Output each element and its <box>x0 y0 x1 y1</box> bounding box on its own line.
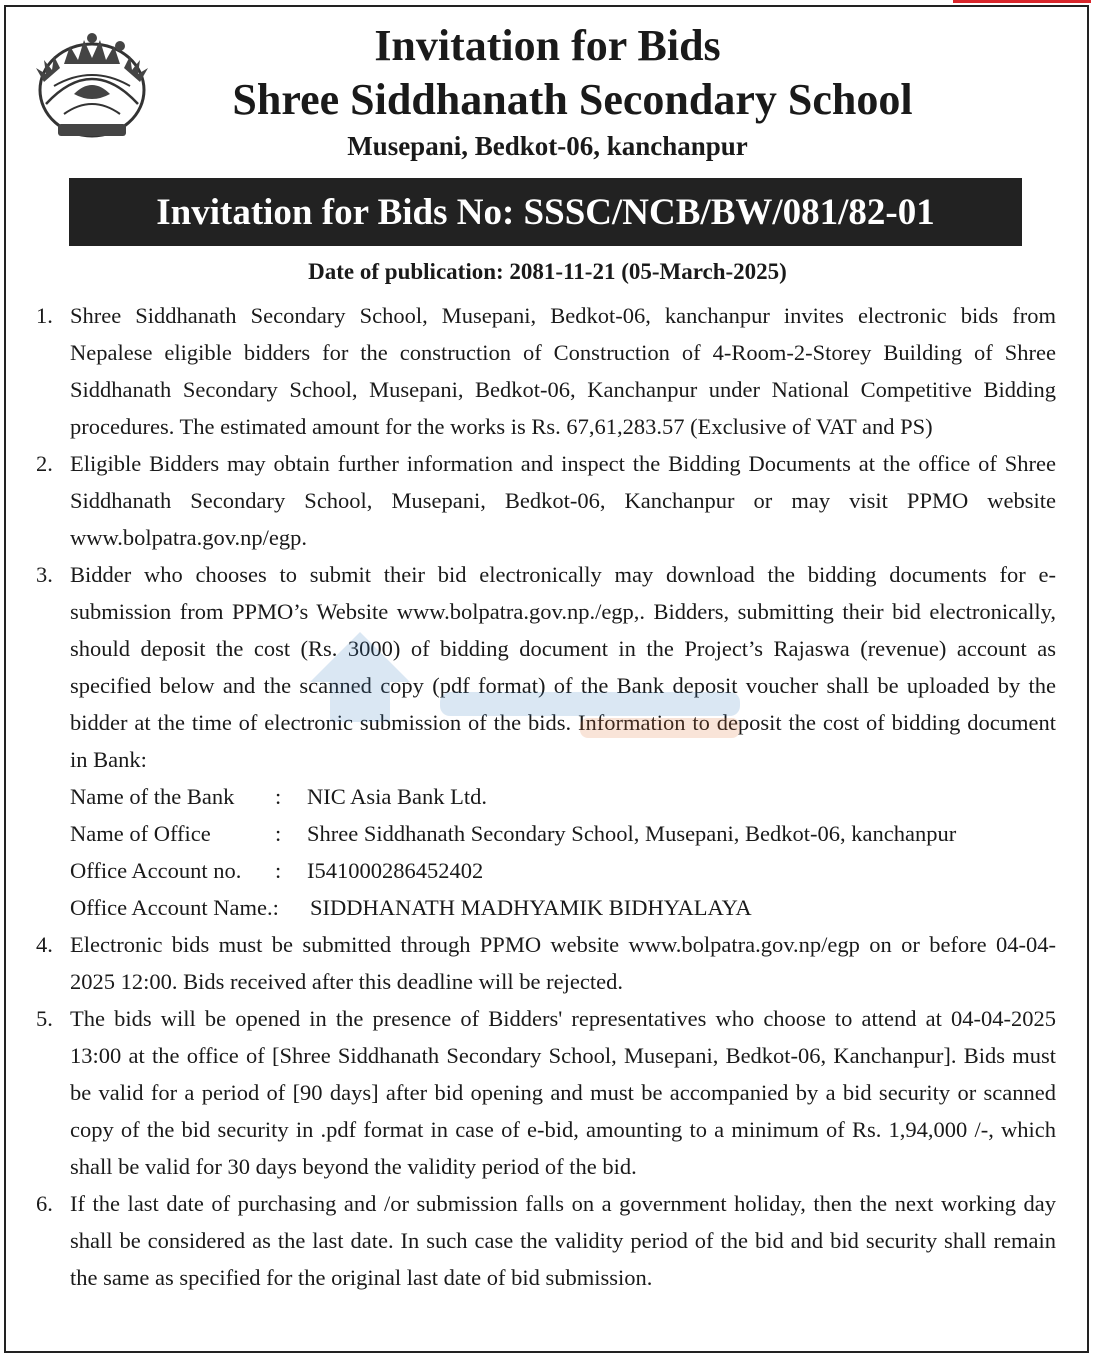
clause-number: 5. <box>36 1006 53 1031</box>
account-name-label: Office Account Name.: <box>70 895 279 920</box>
colon: : <box>275 821 282 846</box>
clause-text: If the last date of purchasing and /or submission falls on a government holiday, then the next working day shall be considered as the last date. In such case the validity period of the bid and bid security shall remain the same as specified for the original last date of bid submission. <box>70 1191 1056 1290</box>
account-name-row <box>70 889 1056 926</box>
bank-label: Name of the Bank <box>70 784 235 809</box>
clause-item <box>30 556 1056 926</box>
clause-text: The bids will be opened in the presence of Bidders' representatives who choose to attend at 04-04-2025 13:00 at the office of [Shree Siddhanath Secondary School, Musepani, Bedkot-06, Kanchanpur]. Bids must be valid for a period of [90 days] after bid opening and must be accompanied by a bid security or scanned copy of the bid security in .pdf format in case of e-bid, amounting to a minimum of Rs. 1,94,000 /-, which shall be valid for 30 days beyond the validity period of the bid. <box>70 1006 1056 1179</box>
clause-number: 6. <box>36 1191 53 1216</box>
colon: : <box>275 784 282 809</box>
clause-text: Eligible Bidders may obtain further information and inspect the Bidding Documents at the office of Shree Siddhanath Secondary School, Musepani, Bedkot-06, Kanchanpur or may visit PPMO website www.bolpatra.gov.np/egp. <box>70 451 1056 550</box>
clause-item <box>30 297 1056 445</box>
account-no-row <box>70 852 1056 889</box>
office-label: Name of Office <box>70 821 211 846</box>
clause-item <box>30 1185 1056 1296</box>
account-no-value: I541000286452402 <box>307 858 484 883</box>
clause-number: 4. <box>36 932 53 957</box>
page-title: Invitation for Bids <box>374 21 721 70</box>
ifb-number: Invitation for Bids No: SSSC/NCB/BW/081/82-01 <box>156 191 935 233</box>
clause-item <box>30 445 1056 556</box>
clause-number: 3. <box>36 562 53 587</box>
clause-text: Shree Siddhanath Secondary School, Musepani, Bedkot-06, kanchanpur invites electronic bids from Nepalese eligible bidders for the construction of Construction of 4-Room-2-Storey Building of Shree Siddhanath Secondary School, Musepani, Bedkot-06, Kanchanpur under National Competitive Bidding procedures. The estimated amount for the works is Rs. 67,61,283.57 (Exclusive of VAT and PS) <box>70 303 1056 439</box>
bank-info <box>70 778 1056 926</box>
clause-item <box>30 926 1056 1000</box>
school-address: Musepani, Bedkot-06, kanchanpur <box>347 131 748 161</box>
colon: : <box>275 858 282 883</box>
clause-number: 2. <box>36 451 53 476</box>
clause-text: Electronic bids must be submitted through PPMO website www.bolpatra.gov.np/egp on or before 04-04-2025 12:00. Bids received after this deadline will be rejected. <box>70 932 1056 994</box>
clause-list <box>30 297 1056 1296</box>
office-value: Shree Siddhanath Secondary School, Musepani, Bedkot-06, kanchanpur <box>307 821 957 846</box>
account-name-value: SIDDHANATH MADHYAMIK BIDHYALAYA <box>310 895 752 920</box>
office-row <box>70 815 1056 852</box>
publication-date: Date of publication: 2081-11-21 (05-March-2025) <box>308 259 787 284</box>
clause-text: Bidder who chooses to submit their bid electronically may download the bidding documents for e-submission from PPMO’s Website www.bolpatra.gov.np./egp,. Bidders, submitting their bid electronically, should deposit the cost (Rs. 3000) of bidding document in the Project’s Rajaswa (revenue) account as specified below and the scanned copy (pdf format) of the Bank deposit voucher shall be uploaded by the bidder at the time of electronic submission of the bids. Information to deposit the cost of bidding document in Bank: <box>70 562 1056 772</box>
school-name: Shree Siddhanath Secondary School <box>232 75 913 124</box>
bank-row <box>70 778 1056 815</box>
bank-value: NIC Asia Bank Ltd. <box>307 784 487 809</box>
ifb-number-bar <box>69 178 1022 246</box>
clause-item <box>30 1000 1056 1185</box>
account-no-label: Office Account no. <box>70 858 242 883</box>
top-red-mark <box>953 0 1091 3</box>
clause-number: 1. <box>36 303 53 328</box>
